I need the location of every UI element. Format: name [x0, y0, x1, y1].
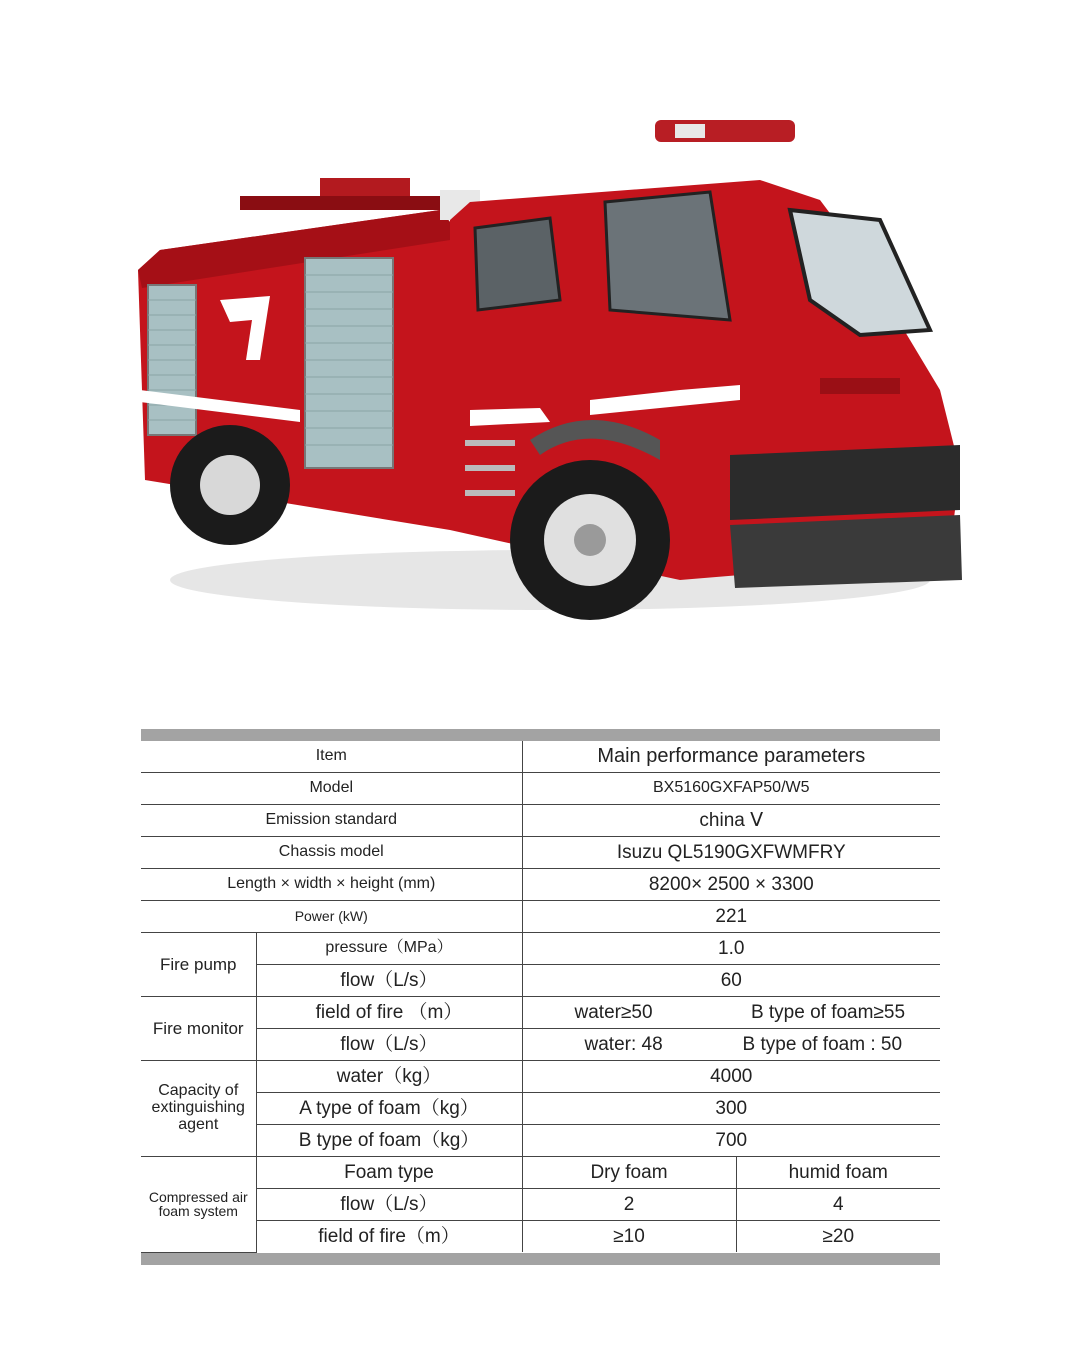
- table-row: [141, 1189, 940, 1221]
- power-label: Power (kW): [141, 901, 522, 933]
- spec-grid: [141, 741, 940, 1253]
- fire-truck-image: [120, 110, 970, 670]
- monitor-flow-foam: B type of foam : 50: [742, 1033, 903, 1055]
- emission-label: Emission standard: [141, 805, 522, 837]
- monitor-flow-label: flow（L/s）: [256, 1029, 522, 1061]
- cafs-field-humid: ≥20: [822, 1225, 855, 1247]
- header-item: Item: [141, 741, 522, 773]
- capacity-water-value: 4000: [522, 1061, 940, 1093]
- cafs-field-label: field of fire（m）: [256, 1221, 522, 1253]
- capacity-a-foam-value: 300: [522, 1093, 940, 1125]
- monitor-field-values: [522, 997, 940, 1029]
- capacity-a-foam-label: A type of foam（kg）: [256, 1093, 522, 1125]
- pump-pressure-label: pressure（MPa）: [256, 933, 522, 965]
- model-value: BX5160GXFAP50/W5: [522, 773, 940, 805]
- table-row: [141, 1157, 940, 1189]
- table-row: [141, 1221, 940, 1253]
- table-row: [141, 741, 940, 773]
- capacity-b-foam-value: 700: [522, 1125, 940, 1157]
- emission-value: china Ⅴ: [522, 805, 940, 837]
- header-params: Main performance parameters: [522, 741, 940, 773]
- dimensions-label: Length × width × height (mm): [141, 869, 522, 901]
- capacity-label: Capacity of extinguishing agent: [141, 1061, 256, 1157]
- top-bar: [141, 729, 940, 741]
- capacity-b-foam-label: B type of foam（kg）: [256, 1125, 522, 1157]
- monitor-field-water: water≥50: [574, 1001, 653, 1023]
- table-row: [141, 869, 940, 901]
- cafs-type-label: Foam type: [256, 1157, 522, 1189]
- table-row: [141, 1061, 940, 1093]
- table-row: [141, 997, 940, 1029]
- monitor-flow-water: water: 48: [584, 1033, 663, 1055]
- pump-flow-value: 60: [522, 965, 940, 997]
- cafs-flow-humid: 4: [736, 1189, 940, 1221]
- capacity-water-label: water（kg）: [256, 1061, 522, 1093]
- cafs-label: Compressed air foam system: [141, 1157, 256, 1253]
- spec-table: [141, 729, 940, 1265]
- monitor-flow-values: [522, 1029, 940, 1061]
- table-row: [141, 965, 940, 997]
- bottom-bar: [141, 1253, 940, 1265]
- power-value: 221: [522, 901, 940, 933]
- table-row: [141, 901, 940, 933]
- model-label: Model: [141, 773, 522, 805]
- cafs-type-dry: Dry foam: [522, 1157, 736, 1189]
- dimensions-value: 8200× 2500 × 3300: [522, 869, 940, 901]
- cafs-field-dry: ≥10: [522, 1221, 736, 1253]
- monitor-field-label: field of fire （m）: [256, 997, 522, 1029]
- cafs-flow-label: flow（L/s）: [256, 1189, 522, 1221]
- chassis-label: Chassis model: [141, 837, 522, 869]
- table-row: [141, 1125, 940, 1157]
- cafs-flow-dry: 2: [522, 1189, 736, 1221]
- table-row: [141, 837, 940, 869]
- table-row: [141, 1093, 940, 1125]
- table-row: [141, 805, 940, 837]
- fire-pump-label: Fire pump: [141, 933, 256, 997]
- table-row: [141, 1029, 940, 1061]
- pump-pressure-value: 1.0: [522, 933, 940, 965]
- pump-flow-label: flow（L/s）: [256, 965, 522, 997]
- fire-monitor-label: Fire monitor: [141, 997, 256, 1061]
- table-row: [141, 773, 940, 805]
- table-row: [141, 933, 940, 965]
- monitor-field-foam: B type of foam≥55: [750, 1001, 906, 1023]
- chassis-value: Isuzu QL5190GXFWMFRY: [522, 837, 940, 869]
- cafs-type-humid: humid foam: [736, 1157, 940, 1189]
